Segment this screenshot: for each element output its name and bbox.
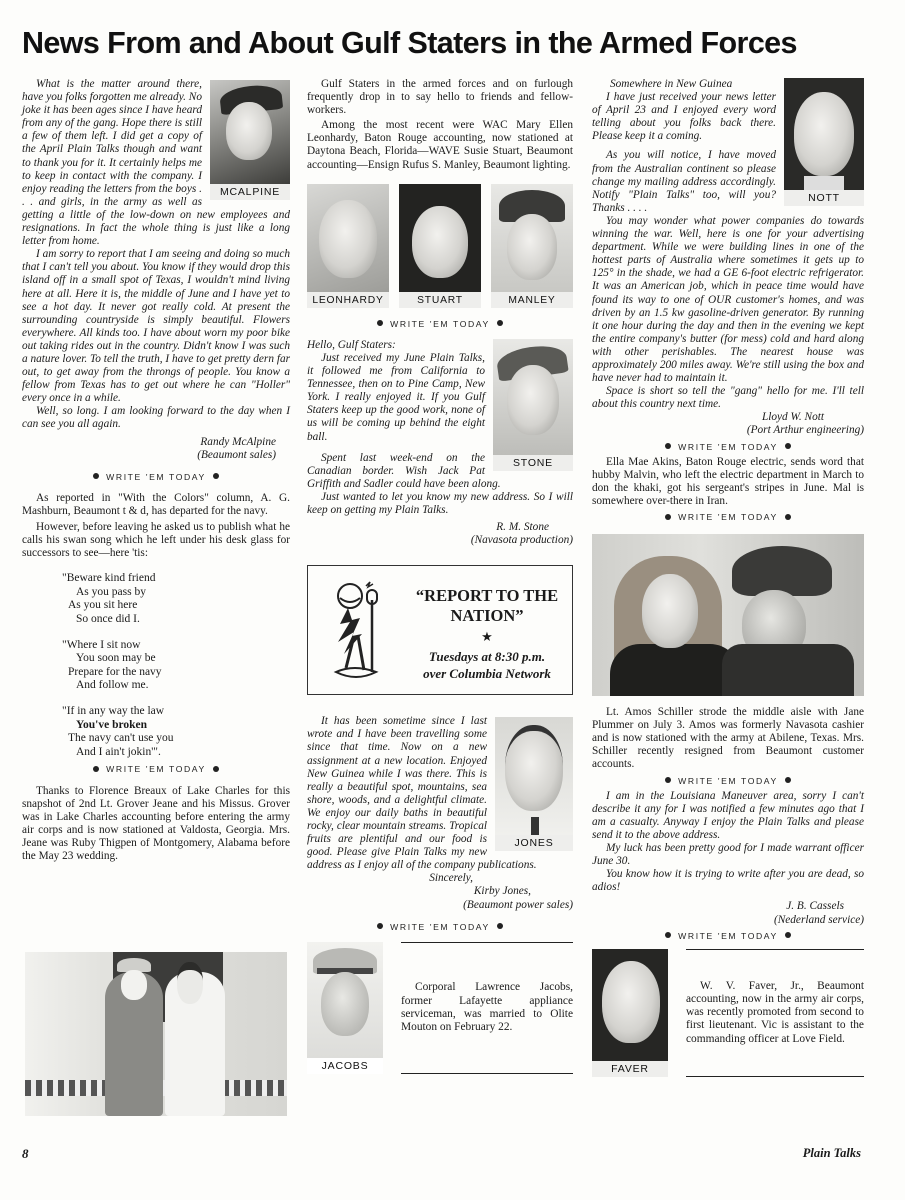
letter-paragraph: You know how it is trying to write after you are dead, so adios! <box>592 868 864 894</box>
cassels-letter <box>592 790 864 895</box>
greeting: Hello, Gulf Staters: <box>307 338 396 351</box>
letter-paragraph: You may wonder what power companies do towards winning the war. Well, here is one for your advertising department. While we were building lines in one of the hottest parts of Australia where sometimes it gets up to 125° in the shade, we had a GE 6-foot electric refrigerator. It was an American job, which in peace time would have found its way to one of OUR customer's homes, and was driven by an 1.5 kw gasoline-driven generator. By running it one hour during the day and then in the evening we kept the entire company's butter (for mess) cold and hard along with other perishables. The nearest house was approximately 200 miles away. We're still using the box and have never had to maintain it. <box>592 214 864 385</box>
faver-item <box>592 949 864 1077</box>
letter-paragraph: I am sorry to report that I am seeing and doing so much that I can't tell you about. You know if they would drop this island off in a small spot of Texas, I wouldn't mind living here at all. Here it is, the middle of June and I have yet to see a hot day. It never got really cold. At present the surrounding countryside is simply beautiful. Flowers everywhere. All kinds too. I have about worn my poor bike out taking rides out in the country. Didn't know I was such a nature lover. To tell the truth, I have to get pretty dern far out, to get away from the throngs of people. You know a fellow from Texas has to get out where he can "Holler" every once in a while. <box>22 248 290 405</box>
separator: WRITE 'EM TODAY <box>307 921 573 934</box>
stuart-photo <box>399 184 481 308</box>
separator: WRITE 'EM TODAY <box>22 471 290 484</box>
swan-song-poem: "Beware kind friend As you pass by As you sit here So once did I. "Where I sit now You soon may be Prepare for the navy And follow me. "If in any way the law You've broken The navy can't use you And I ain't jokin'". <box>62 572 174 758</box>
publication-name: Plain Talks <box>802 1146 861 1160</box>
department: (Beaumont sales) <box>197 448 276 461</box>
jones-photo <box>495 717 573 851</box>
photo-caption: JACOBS <box>307 1058 383 1074</box>
letter-paragraph: I have just received your news letter of April 23 and I enjoyed every word telling about you folks back there. Please keep it a coming. <box>592 91 776 143</box>
dateline: Somewhere in New Guinea <box>610 78 733 90</box>
separator: WRITE 'EM TODAY <box>592 441 864 454</box>
department: (Port Arthur engineering) <box>746 424 864 437</box>
akins-paragraph: Ella Mae Akins, Baton Rouge electric, sends word that hubby Malvin, who left the electric department in March to don the khaki, got his sergeant's stripes in June. Mal is somewhere over-there in Iran. <box>592 455 864 507</box>
photo-caption: JONES <box>495 835 573 851</box>
stone-photo <box>493 339 573 471</box>
signature: Randy McAlpine <box>200 435 276 448</box>
report-to-the-nation-ad <box>307 565 573 695</box>
visitors-paragraph: Gulf Staters in the armed forces and on furlough frequently drop in to say hello to friends and fellow-workers. <box>307 78 573 117</box>
schiller-couple-photo <box>592 534 864 696</box>
letter-paragraph: Just received my June Plain Talks, it followed me from California to Tennessee, then on to Pine Camp, New York. I really enjoyed it. If you Gulf Staters keep up the good work, none of us will be coming up behind the eight ball. <box>307 351 485 443</box>
jacobs-item <box>307 942 573 1074</box>
department: (Navasota production) <box>470 534 573 547</box>
jacobs-photo <box>307 942 383 1074</box>
separator: WRITE 'EM TODAY <box>22 763 290 776</box>
photo-caption: MANLEY <box>491 292 573 308</box>
leonhardy-photo <box>307 184 389 308</box>
mashburn-paragraph: However, before leaving he asked us to publish what he calls his swan song which he left under his desk glass for successors to see—here 'tis: <box>22 521 290 560</box>
faver-photo <box>592 949 668 1077</box>
department: (Beaumont power sales) <box>463 898 573 911</box>
photo-caption: MCALPINE <box>210 184 290 200</box>
separator: WRITE 'EM TODAY <box>592 775 864 788</box>
jacobs-text: Corporal Lawrence Jacobs, former Lafayette appliance serviceman, was married to Olite Mouton on February 22. <box>401 942 573 1074</box>
letter-paragraph: Spent last week-end on the Canadian border. Wish Jack Pat Griffith and Sadler could have been along. <box>307 451 501 490</box>
signature: R. M. Stone <box>496 521 549 534</box>
letter-paragraph: It has been sometime since I last wrote and I have been travelling some since that time. Now on a new assignment at a new location. Enjoyed New Guinea while I was there. This is really a beautiful spot, mountains, sea shore, woods, and a delightful climate. We enjoy our daily baths in beautiful rocky, clear mountain streams. Tropical fruits are plentiful and our food is good. Please give Plain Talks my new address as I enjoy all of the company publications. <box>307 715 537 872</box>
column-3 <box>592 78 864 1077</box>
page-number: 8 <box>22 1146 29 1161</box>
separator: WRITE 'EM TODAY <box>592 930 864 943</box>
manley-photo <box>491 184 573 308</box>
separator: WRITE 'EM TODAY <box>592 511 864 524</box>
portrait-image <box>210 80 290 184</box>
jeane-couple-photo <box>25 952 287 1116</box>
ad-schedule: Tuesdays at 8:30 p.m. over Columbia Network <box>423 649 551 682</box>
star-icon: ★ <box>481 629 493 645</box>
letter-paragraph: I am in the Louisiana Maneuver area, sorry I can't describe it any for I was notified a few minutes ago that I am a casualty. Anyway I enjoy the Plain Talks and please send it to the above address. <box>592 789 864 841</box>
schiller-paragraph: Lt. Amos Schiller strode the middle aisle with Jane Plummer on July 3. Amos was formerly Navasota cashier and is now stationed with the army at Abilene, Texas. Mrs. Schiller recently resigned from Beaumont customer accounts. <box>592 706 864 771</box>
letter-paragraph: Well, so long. I am looking forward to the day when I can see you all again. <box>22 405 290 431</box>
photo-caption: LEONHARDY <box>307 292 389 308</box>
page-title: News From and About Gulf Staters in the Armed Forces <box>22 26 797 60</box>
jeane-paragraph: Thanks to Florence Breaux of Lake Charles for this snapshot of 2nd Lt. Grover Jeane and his Missus. Grover was in Lake Charles accounting before entering the army air corps and is now stationed at Valdosta, Georgia. Mrs. Jeane was Ruby Thigpen of Montgomery, Alabama before the May 23 wedding. <box>22 784 290 862</box>
signature: J. B. Cassels <box>786 900 844 913</box>
column-1 <box>22 78 290 863</box>
letter-paragraph: Just wanted to let you know my new address. So I will keep on getting my Plain Talks. <box>307 490 573 516</box>
photo-caption: FAVER <box>592 1061 668 1077</box>
reddy-kilowatt-mascot-icon <box>326 580 386 684</box>
photo-caption: STUART <box>399 292 481 308</box>
visitors-paragraph: Among the most recent were WAC Mary Ellen Leonhardy, Baton Rouge accounting, now stationed at Daytona Beach, Florida—WAVE Susie Stuart, Beaumont accounting—Ensign Rufus S. Manley, Beaumont lighting. <box>307 119 573 171</box>
closing: Sincerely, <box>429 872 473 885</box>
department: (Nederland service) <box>773 913 864 926</box>
letter-paragraph: My luck has been pretty good for I made warrant officer June 30. <box>592 842 864 868</box>
faver-text: W. V. Faver, Jr., Beaumont accounting, now in the army air corps, was recently promoted from second to first lieutenant. Vic is assistant to the commanding officer at Love Field. <box>686 949 864 1077</box>
nott-photo <box>784 78 864 206</box>
column-2 <box>307 78 573 1074</box>
mcalpine-photo <box>210 80 290 200</box>
photo-caption: STONE <box>493 455 573 471</box>
mashburn-paragraph: As reported in "With the Colors" column, A. G. Mashburn, Beaumont t & d, has departed for the navy. <box>22 491 290 517</box>
signature: Kirby Jones, <box>473 885 531 898</box>
signature: Lloyd W. Nott <box>761 411 824 424</box>
ad-headline: “REPORT TO THE NATION” <box>415 586 559 626</box>
visitors-photos <box>307 184 573 308</box>
separator: WRITE 'EM TODAY <box>307 318 573 331</box>
letter-paragraph: Space is short so tell the "gang" hello for me. I'll tell about this country next time. <box>592 385 864 411</box>
letter-paragraph: What is the matter around there, have you folks forgotten me already. No joke it has been ages since I have heard from any of the gang. Hope there is still a few of them left. I did get a copy of the April Plain Talks though and want to thank you for it. It certainly helps me to keep in contact with the company. I enjoy reading the letters from the boys . . . and girls, in the army as well as getting a little of the low-down on new employees and resignations. In fact the whole thing is just like a long letter from home. <box>22 78 290 248</box>
photo-caption: NOTT <box>784 190 864 206</box>
letter-paragraph: As you will notice, I have moved from the Australian continent so please change my mailing address accordingly. Notify "Plain Talks" too, will you? Thanks . . . . <box>592 149 776 214</box>
